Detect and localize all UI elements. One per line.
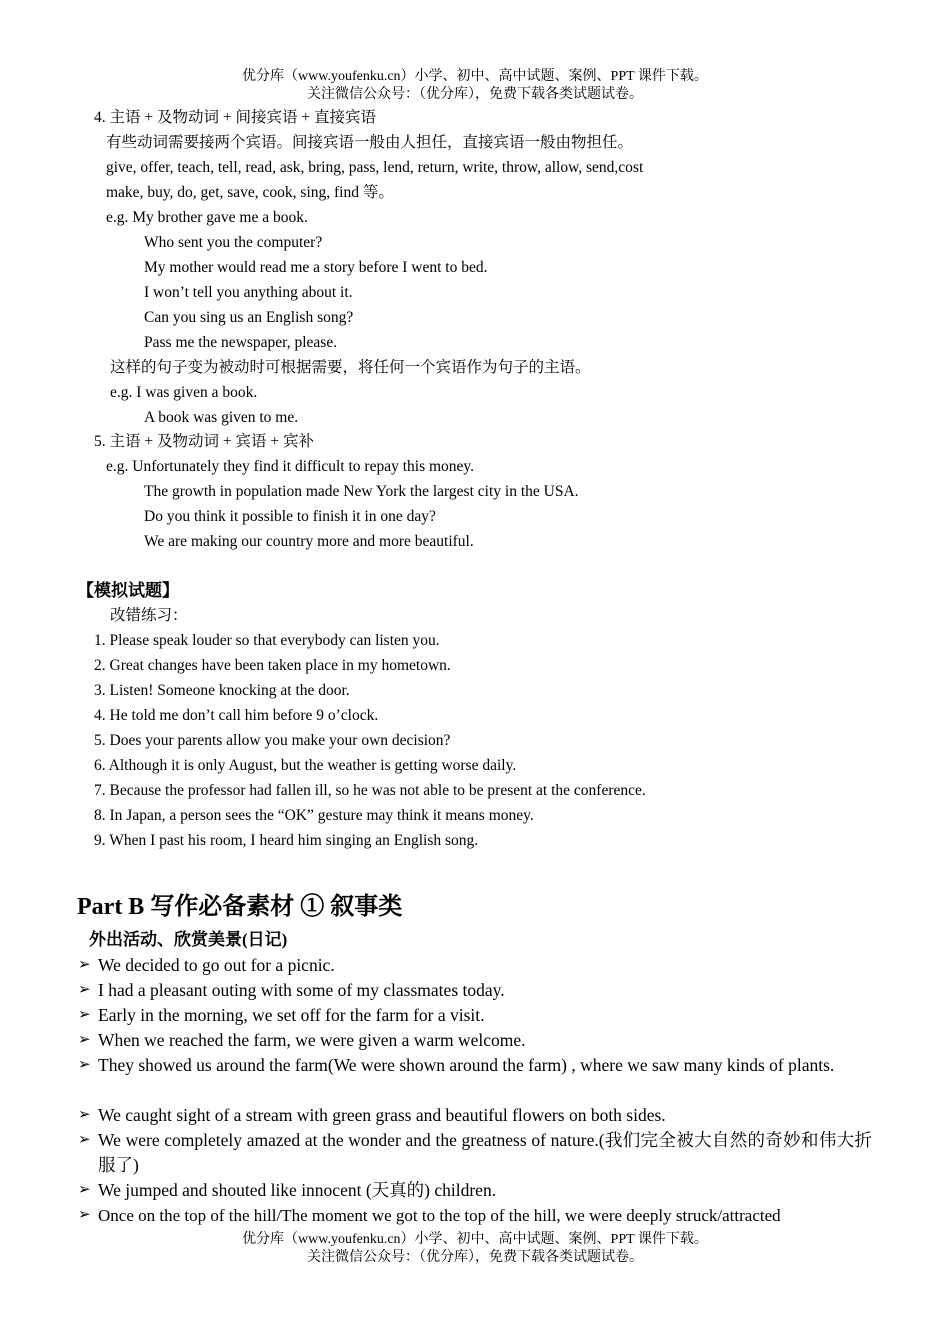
bullet-item	[78, 978, 872, 1003]
arrow-bullet-icon: ➢	[78, 1182, 91, 1198]
part-b-subtitle: 外出活动、欣赏美景(日记)	[89, 930, 288, 949]
page-header-line-2: 关注微信公众号：（优分库），免费下载各类试题试卷。	[307, 87, 643, 102]
pattern-4-description: 有些动词需要接两个宾语。间接宾语一般由人担任，直接宾语一般由物担任。	[106, 134, 634, 151]
bullet-item	[78, 1128, 872, 1178]
mock-item-1: 1. Please speak louder so that everybody can listen you.	[94, 632, 440, 649]
bullet-text: We decided to go out for a picnic.	[98, 955, 335, 975]
arrow-bullet-icon: ➢	[78, 1207, 91, 1223]
bullet-item	[78, 1053, 872, 1078]
pattern-5-example-4: We are making our country more and more beautiful.	[144, 533, 474, 550]
pattern-4-example-4: I won’t tell you anything about it.	[144, 284, 353, 301]
mock-item-5: 5. Does your parents allow you make your own decision?	[94, 732, 451, 749]
pattern-4-verbs-line-1: give, offer, teach, tell, read, ask, bring, pass, lend, return, write, throw, allow, send,cost	[106, 159, 644, 176]
bullet-item	[78, 1028, 872, 1053]
pattern-4-passive-example-1: e.g. I was given a book.	[110, 384, 258, 401]
bullet-item	[78, 1103, 872, 1128]
page-footer-line-1: 优分库（www.youfenku.cn）小学、初中、高中试题、案例、PPT 课件下载。	[242, 1232, 708, 1247]
pattern-4-passive-example-2: A book was given to me.	[144, 409, 299, 426]
pattern-5-title: 5. 主语 + 及物动词 + 宾语 + 宾补	[94, 433, 314, 450]
pattern-4-example-2: Who sent you the computer?	[144, 234, 323, 251]
mock-item-3: 3. Listen! Someone knocking at the door.	[94, 682, 350, 699]
mock-item-2: 2. Great changes have been taken place in my hometown.	[94, 657, 451, 674]
mock-item-9: 9. When I past his room, I heard him singing an English song.	[94, 832, 479, 849]
mock-item-6: 6. Although it is only August, but the weather is getting worse daily.	[94, 757, 517, 774]
bullet-text: Early in the morning, we set off for the farm for a visit.	[98, 1005, 485, 1025]
bullet-text: Once on the top of the hill/The moment we got to the top of the hill, we were deeply struck/attracted	[98, 1206, 781, 1225]
bullet-text: We jumped and shouted like innocent (天真的) children.	[98, 1180, 497, 1200]
pattern-4-verbs-line-2: make, buy, do, get, save, cook, sing, find 等。	[106, 184, 394, 201]
arrow-bullet-icon: ➢	[78, 1007, 91, 1023]
pattern-4-example-5: Can you sing us an English song?	[144, 309, 354, 326]
bullet-text: They showed us around the farm(We were shown around the farm) , where we saw many kinds of plants.	[98, 1055, 835, 1075]
bullet-item	[78, 1203, 872, 1228]
part-b-title: Part B 写作必备素材 ① 叙事类	[77, 894, 403, 920]
mock-item-8: 8. In Japan, a person sees the “OK” gesture may think it means money.	[94, 807, 534, 824]
arrow-bullet-icon: ➢	[78, 1132, 91, 1148]
bullet-item	[78, 1003, 872, 1028]
arrow-bullet-icon: ➢	[78, 982, 91, 998]
mock-test-title: 【模拟试题】	[77, 581, 179, 600]
bullet-item	[78, 1178, 872, 1203]
bullet-text: When we reached the farm, we were given a warm welcome.	[98, 1030, 526, 1050]
arrow-bullet-icon: ➢	[78, 1107, 91, 1123]
pattern-5-example-3: Do you think it possible to finish it in one day?	[144, 508, 436, 525]
pattern-4-passive-note: 这样的句子变为被动时可根据需要，将任何一个宾语作为句子的主语。	[110, 359, 591, 376]
bullet-item	[78, 953, 872, 978]
bullet-text: We caught sight of a stream with green grass and beautiful flowers on both sides.	[98, 1105, 666, 1125]
mock-test-subtitle: 改错练习：	[110, 607, 188, 624]
pattern-4-example-3: My mother would read me a story before I went to bed.	[144, 259, 488, 276]
pattern-4-example-1: e.g. My brother gave me a book.	[106, 209, 308, 226]
arrow-bullet-icon: ➢	[78, 1032, 91, 1048]
pattern-5-example-1: e.g. Unfortunately they find it difficult to repay this money.	[106, 458, 475, 475]
page-header-line-1: 优分库（www.youfenku.cn）小学、初中、高中试题、案例、PPT 课件下载。	[242, 69, 708, 84]
mock-item-4: 4. He told me don’t call him before 9 o’clock.	[94, 707, 379, 724]
arrow-bullet-icon: ➢	[78, 1057, 91, 1073]
bullet-text: I had a pleasant outing with some of my classmates today.	[98, 980, 505, 1000]
mock-item-7: 7. Because the professor had fallen ill, so he was not able to be present at the conference.	[94, 782, 646, 799]
pattern-4-title: 4. 主语 + 及物动词 + 间接宾语 + 直接宾语	[94, 109, 376, 126]
arrow-bullet-icon: ➢	[78, 957, 91, 973]
pattern-5-example-2: The growth in population made New York the largest city in the USA.	[144, 483, 579, 500]
bullet-text: We were completely amazed at the wonder and the greatness of nature.(我们完全被大自然的奇妙和伟大折服了)	[98, 1130, 872, 1175]
page-footer-line-2: 关注微信公众号：（优分库），免费下载各类试题试卷。	[307, 1250, 643, 1265]
pattern-4-example-6: Pass me the newspaper, please.	[144, 334, 338, 351]
